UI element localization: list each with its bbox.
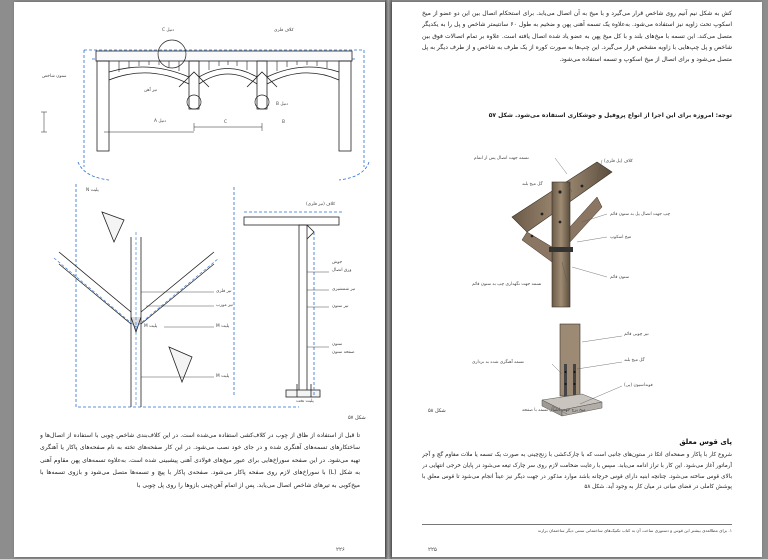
- label-truss: کلاف فلزی: [274, 28, 294, 33]
- label-metal-beam: تیر فلزی: [216, 289, 232, 294]
- label-plate-m-bottom: پلیت M: [216, 374, 230, 379]
- label-beam: تیر آهن: [144, 88, 157, 93]
- note-paragraph: توجه: امروزه برای این اجرا از انواع پروفیل و جوشکاری استفاده می‌شود. شکل ۵۷: [488, 112, 732, 119]
- body-paragraph: کش به شکل نیم آنیم روی شاخص قرار می‌گیرد و با میخ به آن اتصال می‌یابد. برای استحکام اتصال بین این دو عضو از میخ اسکوپ تحت زاویه نیز استفاده می‌شود. به‌علاوه یک تسمه آهنی پهن و ضخیم به طول ۶۰ سانتیمتر شاخص و پل را به یکدیگر متصل می‌کند. این تسمه با میخ‌های بلند و با کل میخ پهن به عضو یاد شده اتصال یافته است. علاوه بر تمام اتصالات فوق بین شاخص و پل چپ‌هایی با زاویه مشخص قرار می‌گیرد. این چپ‌ها به صورت کوره از یک طرف به شاخص و از طرف دیگر به پل متصل می‌شود و برای اتصال از میخ اسکوپ و تسمه استفاده می‌شود.: [422, 10, 732, 63]
- base-label-2: گل میخ بلند: [624, 358, 645, 363]
- label-dim-c: C: [224, 120, 228, 125]
- photo-label-6: تسمه جهت نگهداری چپ به ستون قائم: [472, 282, 542, 287]
- footnote: ۱. برای مطالعه‌ی بیشتر این قوس و دستوری ساخت آن به کتاب تکنیک‌های ساختمانی سنتی دیگر ساختمان برازند: [537, 528, 732, 533]
- page-number: ۲۲۵: [428, 547, 437, 553]
- truss-frame-drawing: [14, 2, 385, 182]
- label-plate-m: پلیت M: [216, 324, 230, 329]
- figure-caption: شکل ۵۸: [428, 408, 446, 414]
- footnote-divider: [422, 524, 732, 525]
- base-label-5: میخ پرچ جهت اتصال تسمه با صفحه: [522, 408, 586, 413]
- label-column: تیر ستون: [332, 304, 349, 309]
- label-detail-b: دتیل B: [276, 102, 288, 107]
- photo-label-5: میخ اسکوپ: [610, 235, 632, 240]
- base-label-4: فونداسیون (پی): [624, 383, 653, 388]
- y-brace-detail-drawing: [14, 172, 385, 422]
- left-page: [14, 2, 385, 557]
- base-label-3: تسمه آهنگری شده به نرداری: [472, 360, 524, 365]
- label-plate-m-top: پلیت M: [144, 324, 158, 329]
- label-brace: تیر مورب: [216, 303, 233, 308]
- label-dim-b: B: [282, 120, 285, 125]
- label-base-note: صفحه ستون: [332, 350, 355, 355]
- body-paragraph-2: شروع کار با پاکار و صفحه‌ای اتکا در ستون‌های جانبی است که با چارک‌کشی با زنج‌چینی به صورت یک تسمه یا ملات مقاوم گچ و آجر آرماتور آغاز می‌شود. این کار با تراز ادامه می‌یابد. سپس با رعایت ضخامت لازم روی سر چارک تیغه می‌شود در پایان خرجی انتهایی در بالای قوس ساخته می‌شود. چنانچه ابنیه دارای قوس خرچانه باشد موارد مذکور در جهت دیگر نیز عیناً انجام می‌شود تا قوس معلق با پوشش کاملی در فضای میانی در میان کار به وجود آید. شکل ۵۸: [422, 452, 732, 491]
- page-number: ۲۲۶: [336, 547, 345, 553]
- label-detail-a: دتیل A: [154, 119, 166, 124]
- figure-caption: شکل ۵۷: [348, 415, 366, 421]
- photo-label-2: کلاف (پل فلزی): [604, 159, 633, 164]
- label-column: ستون شاخص: [42, 74, 67, 79]
- label-plate-note: ورق اتصال: [332, 268, 352, 273]
- photo-label-3: گل میخ بلند: [522, 182, 543, 187]
- right-page: [392, 2, 762, 557]
- book-gutter: [385, 0, 392, 559]
- label-plate-n: پلیت N: [86, 188, 99, 193]
- base-label-1: تیر چوبی قائم: [624, 332, 649, 337]
- label-truss-beam: کلاف (تیر فلزی): [306, 202, 336, 207]
- top-figure-leaders: [392, 152, 762, 312]
- label-stiffener: تیر شمشیری: [332, 287, 356, 292]
- photo-label-4: چپ جهت اتصال پل به ستون قائم: [610, 212, 671, 217]
- label-column-base: ستون: [332, 342, 343, 347]
- label-detail-c: دتیل C: [162, 28, 175, 33]
- label-base-plate: پلیت تخت: [296, 399, 314, 404]
- photo-label-7: ستون قائم: [610, 275, 630, 280]
- photo-label-1: تسمه جهت اتصال پس از اتمام: [474, 156, 529, 161]
- body-paragraph: تا قبل از استفاده از ظاق از چوب در کلاف‌کشی استفاده می‌شده است. در این کلاف‌بندی شاخص چوبی با استفاده از اتصال‌ها و ساختکارهای تسمه‌های آهنگری شده و در جای خود نصب می‌شود. در این کار صفحه‌های تخته به نام صفحه‌های پاکار یا آهنگری تهیه می‌شود. در این صفحه سوراخ‌هایی برای عبور میخ‌های فولادی آهنی پیشبینی شده است. به‌علاوه تسمه‌های پهن مقاوم آهنی به شکل (L) با سوراخ‌های لازم روی صفحه پاکار می‌شود. صفحه‌ی پاکار با پیچ و تسمه‌ها متصل می‌شود و بازوی تسمه‌ها با میخ‌کوبی به تیرهای شاخص اتصال می‌یابد. پس از اتمام آهن‌چینی بازوها را روی پل چوبی با: [40, 432, 360, 489]
- section-heading: پای قوس معلق: [679, 438, 732, 446]
- label-weld: جوش: [332, 260, 343, 265]
